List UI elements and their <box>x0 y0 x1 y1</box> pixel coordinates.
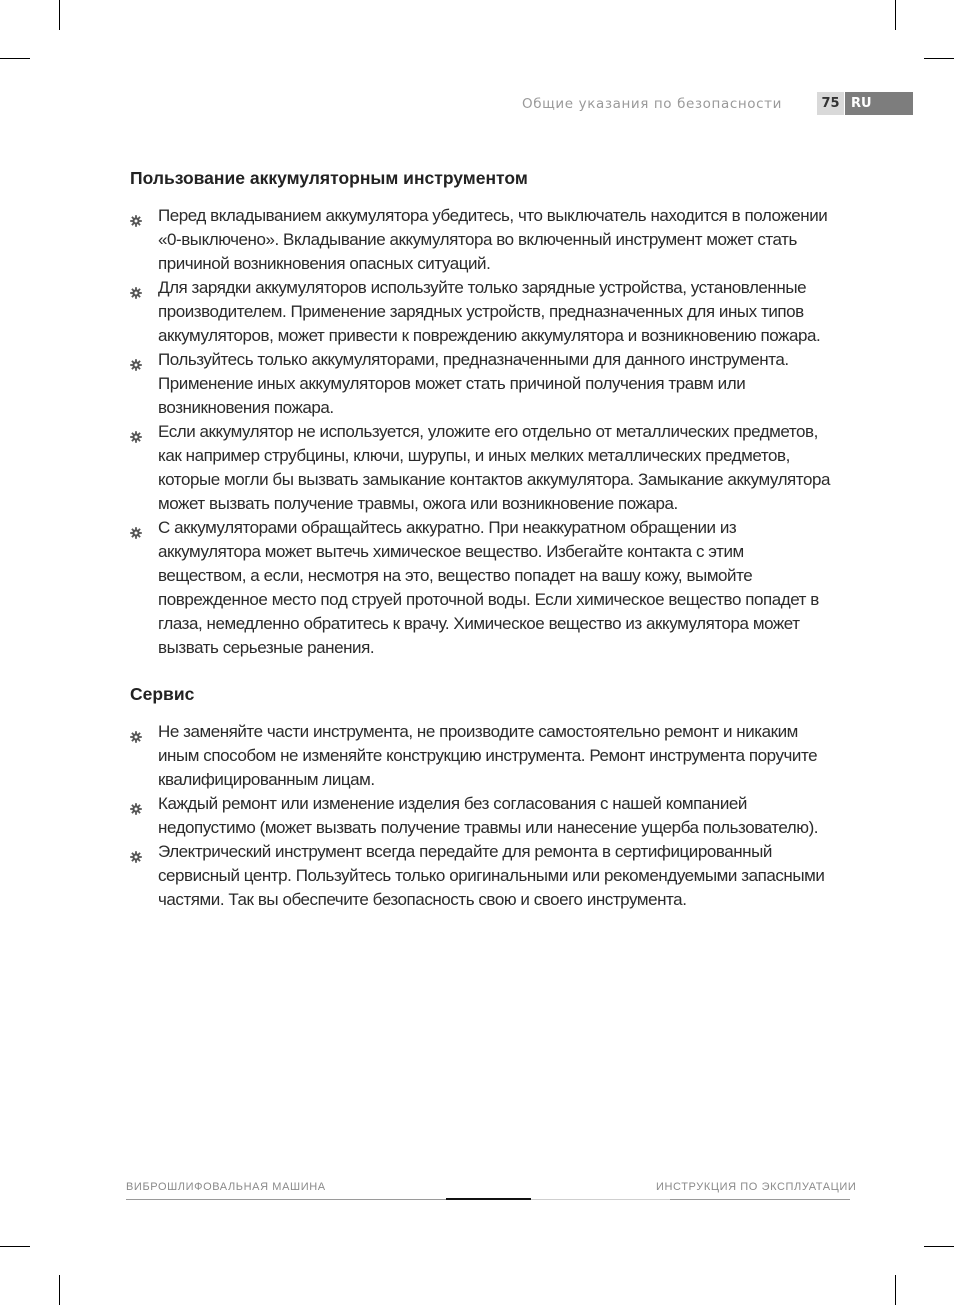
gear-bullet-icon <box>130 426 142 438</box>
bullet-list-service <box>130 720 830 912</box>
gear-bullet-icon <box>130 726 142 738</box>
language-badge: RU <box>845 92 913 115</box>
list-item-text: Если аккумулятор не используется, уложите его отдельно от металлических предметов, как например струбцины, ключи, шурупы, и иных мелких металлических предметов, которые могли бы вызвать замыкание контактов аккумулятора. Замыкание аккумулятора может вызвать получение травмы, ожога или возникновение пожара. <box>158 422 830 513</box>
list-item-text: Перед вкладыванием аккумулятора убедитесь, что выключатель находится в положении «0-выключено». Вкладывание аккумулятора во включенный инструмент может стать причиной возникновения опасных ситуаций. <box>158 206 828 273</box>
gear-bullet-icon <box>130 210 142 222</box>
list-item <box>130 276 830 348</box>
list-item <box>130 840 830 912</box>
crop-mark <box>924 1246 954 1247</box>
footer-rule <box>531 1199 670 1200</box>
page-content <box>130 166 830 912</box>
gear-bullet-icon <box>130 846 142 858</box>
crop-mark <box>895 1275 896 1305</box>
list-item <box>130 516 830 660</box>
crop-mark <box>59 1275 60 1305</box>
bullet-list-battery-tool <box>130 204 830 660</box>
running-header-title: Общие указания по безопасности <box>521 96 782 112</box>
footer-document-type: ИНСТРУКЦИЯ ПО ЭКСПЛУАТАЦИИ <box>656 1181 857 1193</box>
footer-rule-accent <box>446 1198 531 1200</box>
list-item-text: Каждый ремонт или изменение изделия без согласования с нашей компанией недопустимо (может вызвать получение травмы или нанесение ущерба пользователю). <box>158 794 819 837</box>
list-item-text: Для зарядки аккумуляторов используйте только зарядные устройства, установленные производителем. Применение зарядных устройств, предназначенных для иных типов аккумуляторов, может привести к повреждению аккумулятора и возникновению пожара. <box>158 278 821 345</box>
gear-bullet-icon <box>130 354 142 366</box>
section-heading-battery-tool: Пользование аккумуляторным инструментом <box>130 168 528 188</box>
page-number-badge: 75 <box>817 92 844 115</box>
list-item-text: Не заменяйте части инструмента, не производите самостоятельно ремонт и никаким иным способом не изменяйте конструкцию инструмента. Ремонт инструмента поручите квалифицированным лицам. <box>158 722 818 789</box>
list-item <box>130 348 830 420</box>
crop-mark <box>895 0 896 30</box>
list-item <box>130 792 830 840</box>
footer-rule <box>670 1199 850 1200</box>
footer-rule <box>126 1199 446 1200</box>
crop-mark <box>0 1246 30 1247</box>
gear-bullet-icon <box>130 522 142 534</box>
crop-mark <box>924 58 954 59</box>
list-item-text: Пользуйтесь только аккумуляторами, предназначенными для данного инструмента. Применение иных аккумуляторов может стать причиной получения травм или возникновения пожара. <box>158 350 789 417</box>
crop-mark <box>0 58 30 59</box>
list-item-text: С аккумуляторами обращайтесь аккуратно. При неаккуратном обращении из аккумулятора может вытечь химическое вещество. Избегайте контакта с этим веществом, а если, несмотря на это, вещество попадет на вашу кожу, вымойте поврежденное место под струей проточной воды. Если химическое вещество попадет в глаза, немедленно обратитесь к врачу. Химическое вещество из аккумулятора может вызвать серьезные ранения. <box>158 518 819 657</box>
section-heading-service: Сервис <box>130 684 195 704</box>
footer-product-name: ВИБРОШЛИФОВАЛЬНАЯ МАШИНА <box>126 1181 326 1193</box>
gear-bullet-icon <box>130 282 142 294</box>
list-item <box>130 204 830 276</box>
list-item-text: Электрический инструмент всегда передайте для ремонта в сертифицированный сервисный центр. Пользуйтесь только оригинальными или рекомендуемыми запасными частями. Так вы обеспечите безопасность свою и своего инструмента. <box>158 842 825 909</box>
list-item <box>130 420 830 516</box>
gear-bullet-icon <box>130 798 142 810</box>
crop-mark <box>59 0 60 30</box>
list-item <box>130 720 830 792</box>
